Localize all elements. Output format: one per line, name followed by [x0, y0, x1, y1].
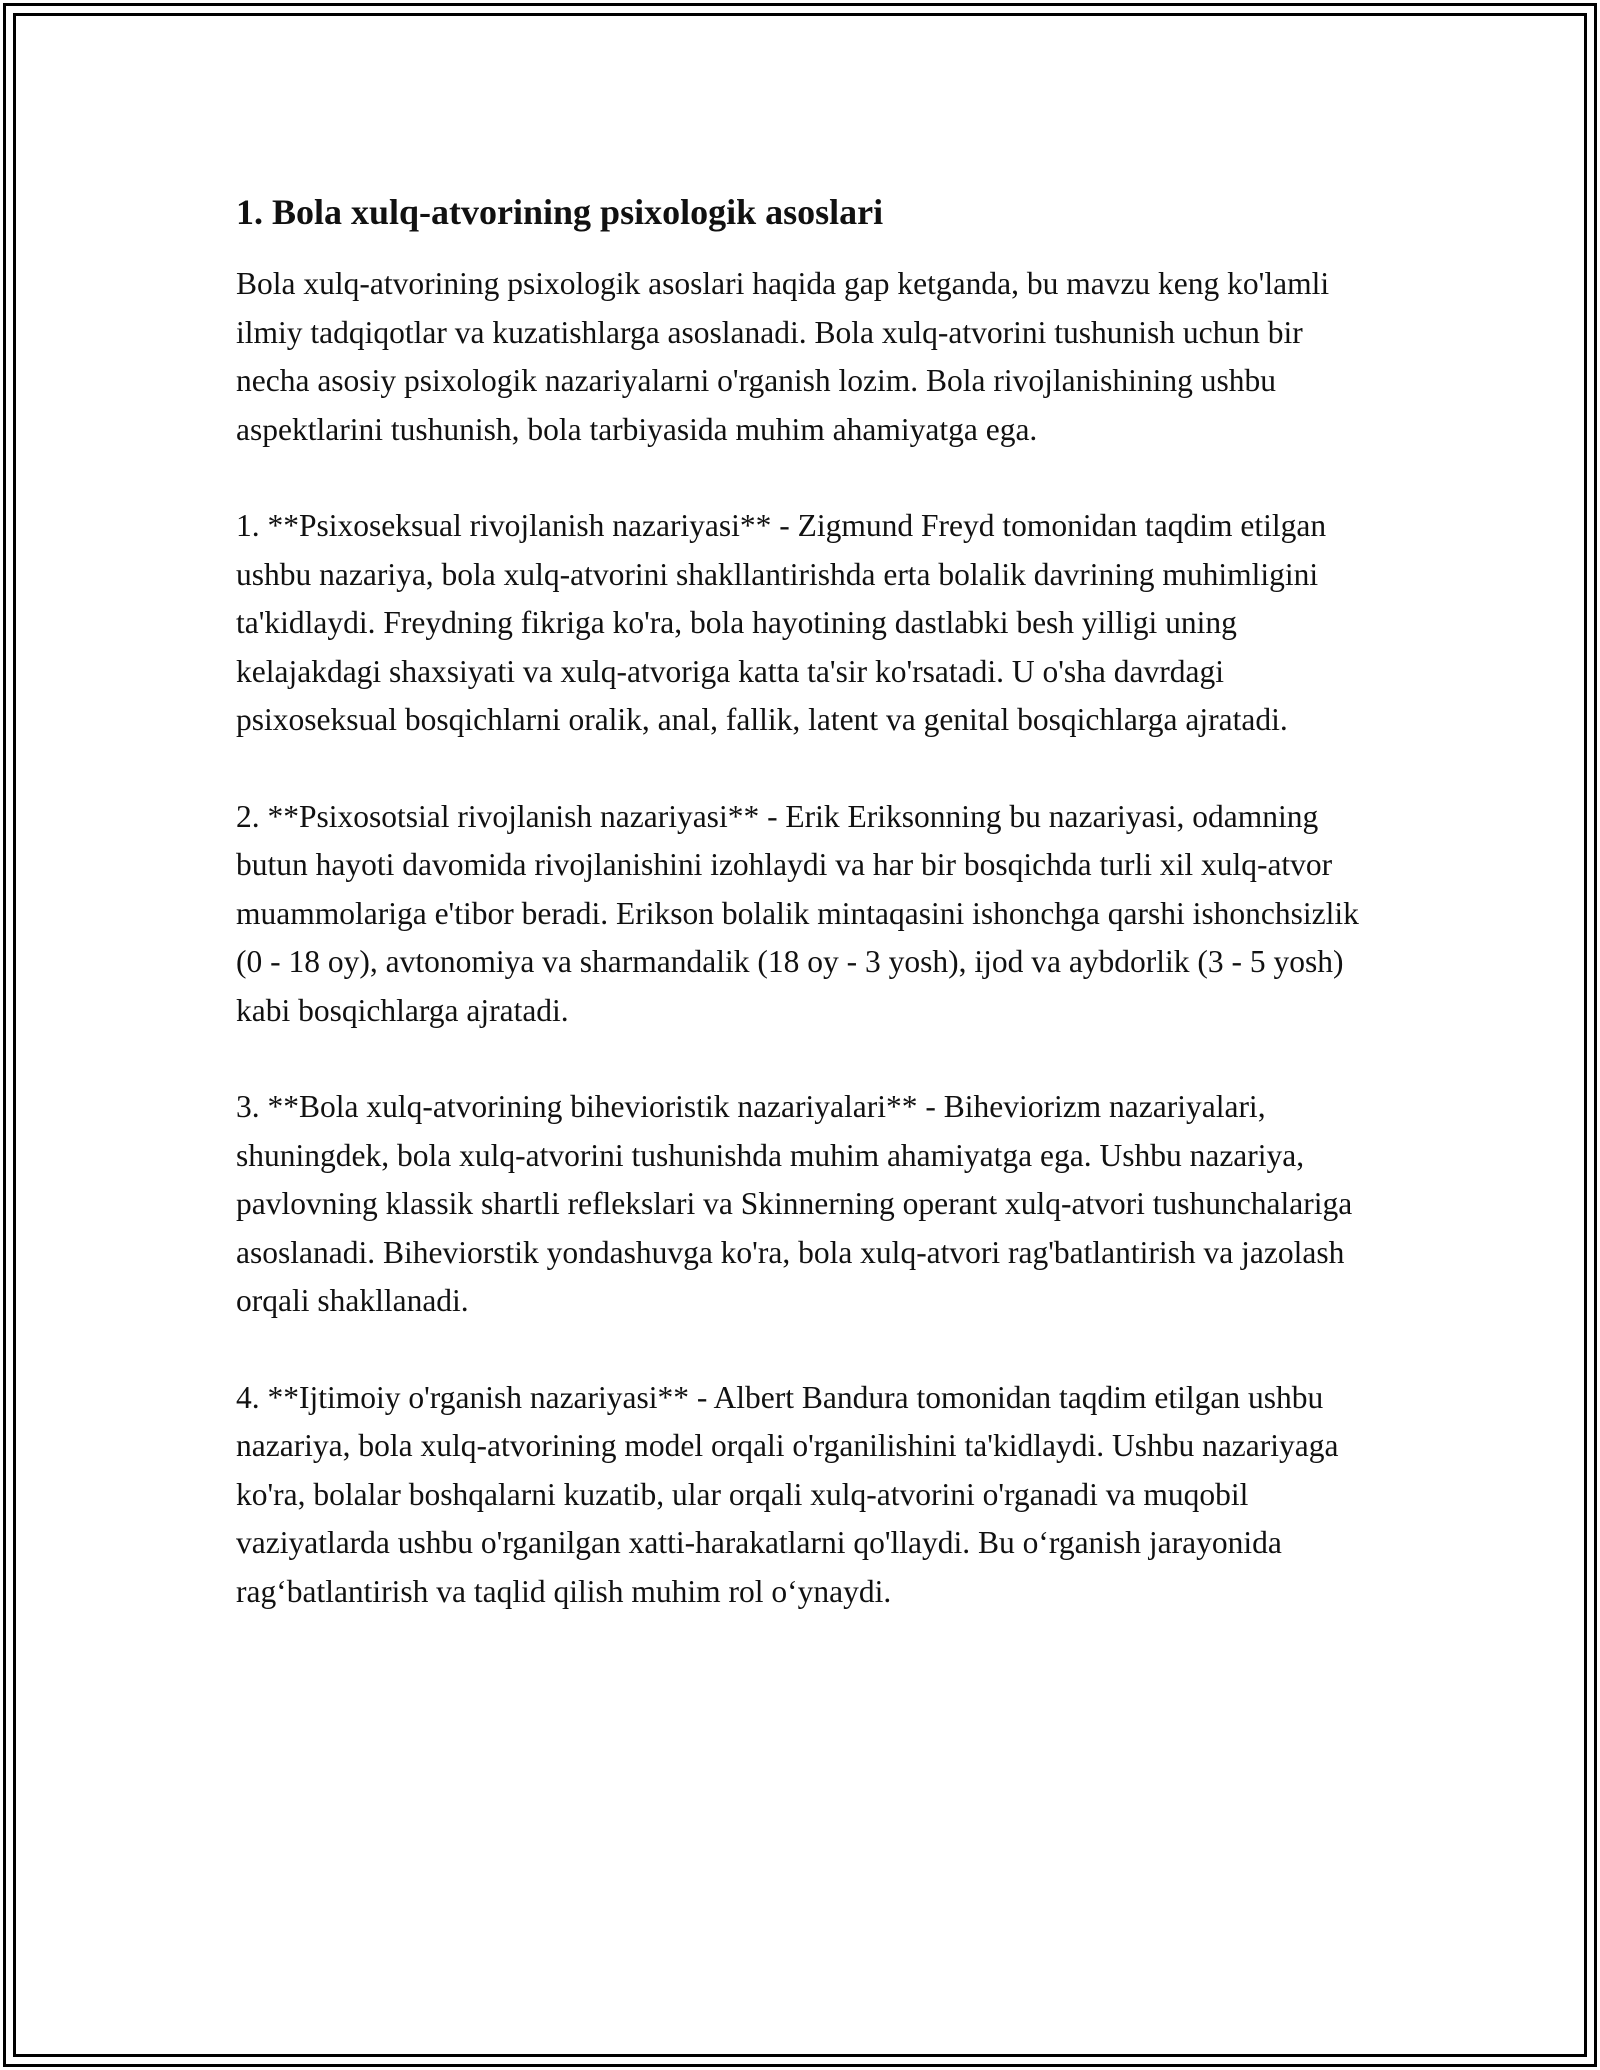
intro-paragraph: Bola xulq-atvorining psixologik asoslari haqida gap ketganda, bu mavzu keng ko'lamli ilmiy tadqiqotlar va kuzatishlarga asoslanadi. Bola xulq-atvorini tushunish uchun bir necha asosiy psixologik nazariyalarni o'rganish lozim. Bola rivojlanishining ushbu aspektlarini tushunish, bola tarbiyasida muhim ahamiyatga ega. [236, 266, 1330, 447]
paragraph-social-learning-theory: 4. **Ijtimoiy o'rganish nazariyasi** - Albert Bandura tomonidan taqdim etilgan ushbu nazariya, bola xulq-atvorining model orqali o'rganilishini ta'kidlaydi. Ushbu nazariyaga ko'ra, bolalar boshqalarni kuzatib, ular orqali xulq-atvorini o'rganadi va muqobil vaziyatlarda ushbu o'rganilgan xatti-harakatlarni qo'llaydi. Bu o‘rganish jarayonida rag‘batlantirish va taqlid qilish muhim rol o‘ynaydi. [236, 1379, 1339, 1609]
paragraph-psychosexual-theory: 1. **Psixoseksual rivojlanish nazariyasi** - Zigmund Freyd tomonidan taqdim etilgan ushbu nazariya, bola xulq-atvorini shakllantirishda erta bolalik davrining muhimligini ta'kidlaydi. Freydning fikriga ko'ra, bola hayotining dastlabki besh yilligi uning kelajakdagi shaxsiyati va xulq-atvoriga katta ta'sir ko'rsatadi. U o'sha davrdagi psixoseksual bosqichlarni oralik, anal, fallik, latent va genital bosqichlarga ajratadi. [236, 508, 1327, 737]
document-body [236, 186, 1376, 1664]
section-heading: 1. Bola xulq-atvorining psixologik asoslari [236, 192, 884, 232]
paragraph-behaviorist-theories: 3. **Bola xulq-atvorining bihevioristik nazariyalari** - Biheviorizm nazariyalari, shuningdek, bola xulq-atvorini tushunishda muhim ahamiyatga ega. Ushbu nazariya, pavlovning klassik shartli reflekslari va Skinnerning operant xulq-atvori tushunchalariga asoslanadi. Biheviorstik yondashuvga ko'ra, bola xulq-atvori rag'batlantirish va jazolash orqali shakllanadi. [236, 1089, 1353, 1318]
paragraph-psychosocial-theory: 2. **Psixosotsial rivojlanish nazariyasi** - Erik Eriksonning bu nazariyasi, odamning butun hayoti davomida rivojlanishini izohlaydi va har bir bosqichda turli xil xulq-atvor muammolariga e'tibor beradi. Erikson bolalik mintaqasini ishonchga qarshi ishonchsizlik (0 - 18 oy), avtonomiya va sharmandalik (18 oy - 3 yosh), ijod va aybdorlik (3 - 5 yosh) kabi bosqichlarga ajratadi. [236, 798, 1359, 1028]
